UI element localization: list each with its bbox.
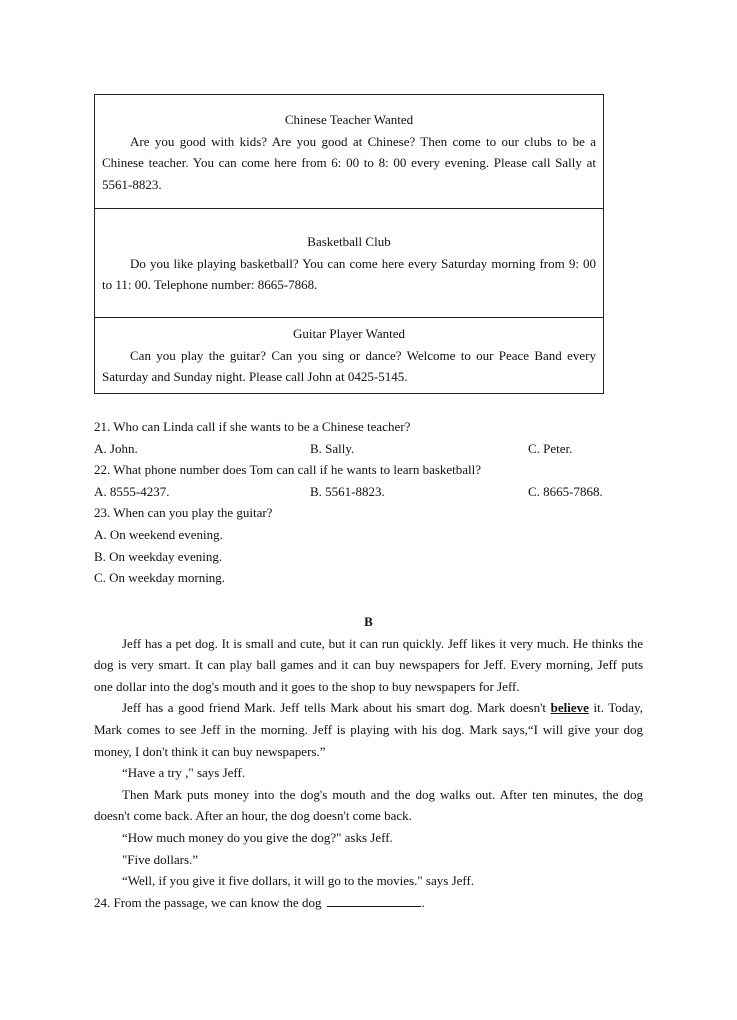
paragraph-2 — [94, 697, 643, 762]
paragraph-2-text-after: it. Today, Mark comes to see Jeff in the morning. Jeff is playing with his dog. Mark says,“I will give your dog money, I don't think it can buy newspapers.” — [94, 700, 643, 759]
ad-basketball-club — [95, 208, 603, 317]
option-c: C. Peter. — [528, 440, 573, 456]
paragraph-5: “How much money do you give the dog?" asks Jeff. — [122, 829, 393, 845]
paragraph-2-text: Jeff has a good friend Mark. Jeff tells Mark about his smart dog. Mark doesn't — [122, 700, 551, 716]
ad-chinese-teacher — [95, 95, 603, 208]
question-22-options — [94, 481, 634, 503]
question-24 — [94, 892, 643, 914]
ad-title: Chinese Teacher Wanted — [284, 112, 414, 127]
ad-body: Do you like playing basketball? You can come here every Saturday morning from 9: 00 to 11: 00. Telephone number: 8665-7868. — [102, 255, 596, 293]
question-21-options — [94, 438, 634, 460]
ad-body: Are you good with kids? Are you good at Chinese? Then come to our clubs to be a Chinese teacher. You can come here from 6: 00 to 8: 00 every evening. Please call Sally at 5561-8823. — [102, 133, 596, 192]
option-a: A. On weekend evening. — [94, 526, 223, 542]
question-23-stem: 23. When can you play the guitar? — [94, 505, 273, 521]
paragraph-6: "Five dollars.” — [122, 851, 199, 867]
advertisement-table — [94, 94, 604, 394]
ad-title: Guitar Player Wanted — [292, 326, 406, 341]
ad-title: Basketball Club — [307, 234, 391, 249]
keyword-believe: believe — [550, 700, 589, 716]
paragraph-3: “Have a try ," says Jeff. — [122, 765, 246, 781]
option-a: A. John. — [94, 440, 138, 456]
question-24-stem: 24. From the passage, we can know the dog — [94, 894, 322, 910]
ad-body: Can you play the guitar? Can you sing or dance? Welcome to our Peace Band every Saturday and Sunday night. Please call John at 0425-5145. — [102, 347, 596, 385]
section-title: B — [364, 614, 373, 629]
question-24-end: . — [421, 894, 425, 910]
question-22-stem: 22. What phone number does Tom can call if he wants to learn basketball? — [94, 462, 482, 478]
option-c: C. 8665-7868. — [528, 483, 603, 499]
answer-blank[interactable] — [327, 893, 421, 907]
question-21-stem: 21. Who can Linda call if she wants to be a Chinese teacher? — [94, 419, 411, 434]
option-a: A. 8555-4237. — [94, 483, 170, 499]
reading-section-b — [94, 611, 643, 913]
paragraph-4: Then Mark puts money into the dog's mouth and the dog walks out. After ten minutes, the dog doesn't come back. After an hour, the dog doesn't come back. — [94, 786, 643, 824]
option-b: B. On weekday evening. — [94, 548, 223, 564]
paragraph-7: “Well, if you give it five dollars, it will go to the movies." says Jeff. — [122, 873, 475, 889]
option-c: C. On weekday morning. — [94, 570, 226, 586]
option-b: B. Sally. — [310, 440, 355, 456]
paragraph-1: Jeff has a pet dog. It is small and cute, but it can run quickly. Jeff likes it very much. He thinks the dog is very smart. It can play ball games and it can buy newspapers for Jeff. Every morning, Jeff puts one dollar into the dog's mouth and it goes to the shop to buy newspapers for Jeff. — [94, 635, 643, 694]
option-b: B. 5561-8823. — [310, 483, 385, 499]
ad-guitar-player — [95, 317, 603, 393]
question-list — [94, 416, 634, 589]
